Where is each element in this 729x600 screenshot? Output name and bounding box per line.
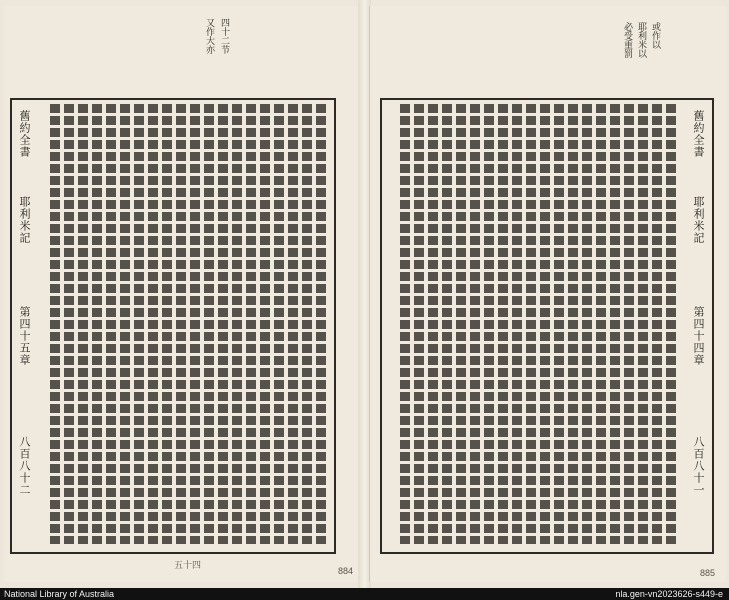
left-text-column [218,104,228,544]
left-text-column [232,104,242,544]
right-text-column [526,104,536,544]
right-book-title: 舊約全書 [692,110,705,158]
left-running-title: 耶利米記 [18,196,31,244]
right-text-column [610,104,620,544]
left-page [4,6,361,582]
left-text-column [302,104,312,544]
left-text-column [64,104,74,544]
library-footer [0,588,729,600]
left-text-column [120,104,130,544]
left-folio: 八百八十二 [18,436,31,496]
right-text-column [442,104,452,544]
right-text-column [596,104,606,544]
left-text-column [246,104,256,544]
right-text-column [624,104,634,544]
right-text-column [400,104,410,544]
left-text-column [148,104,158,544]
right-text-column [512,104,522,544]
left-margin-note-2: 又作大亦 [204,18,214,54]
left-chapter: 第四十五章 [18,306,31,366]
right-chapter: 第四十四章 [692,306,705,366]
left-text-column [92,104,102,544]
left-book-title: 舊約全書 [18,110,31,158]
footer-identifier: nla.gen-vn2023626-s449-e [615,589,723,599]
right-page [369,6,726,582]
right-text-column [568,104,578,544]
left-text-column [78,104,88,544]
left-text-column [176,104,186,544]
left-text-column [134,104,144,544]
left-text-column [274,104,284,544]
left-text-column [288,104,298,544]
right-text-column [554,104,564,544]
right-margin-note-2: 耶利米以 [636,22,646,58]
right-running-title: 耶利米記 [692,196,705,244]
right-text-column [666,104,676,544]
right-text-column [540,104,550,544]
left-text-column [106,104,116,544]
right-text-column [414,104,424,544]
left-margin-note-1: 四十二节 [219,18,229,54]
left-text-column [162,104,172,544]
right-folio: 八百八十一 [692,436,705,496]
right-text-column [456,104,466,544]
left-text-column [316,104,326,544]
right-page-mark: 885 [700,568,716,578]
right-margin-note-1: 或作以 [650,22,660,49]
right-text-column [428,104,438,544]
right-text-column [498,104,508,544]
right-text-column [484,104,494,544]
right-text-column [638,104,648,544]
footer-library-name: National Library of Australia [4,589,115,599]
right-text-column [470,104,480,544]
left-page-mark: 884 [338,566,354,576]
right-text-column [582,104,592,544]
left-bottom-number: 五十四 [174,560,202,570]
left-text-column [50,104,60,544]
left-text-column [204,104,214,544]
left-text-column [260,104,270,544]
right-text-column [652,104,662,544]
left-text-column [190,104,200,544]
right-margin-note-3: 必受重罰 [622,22,632,58]
